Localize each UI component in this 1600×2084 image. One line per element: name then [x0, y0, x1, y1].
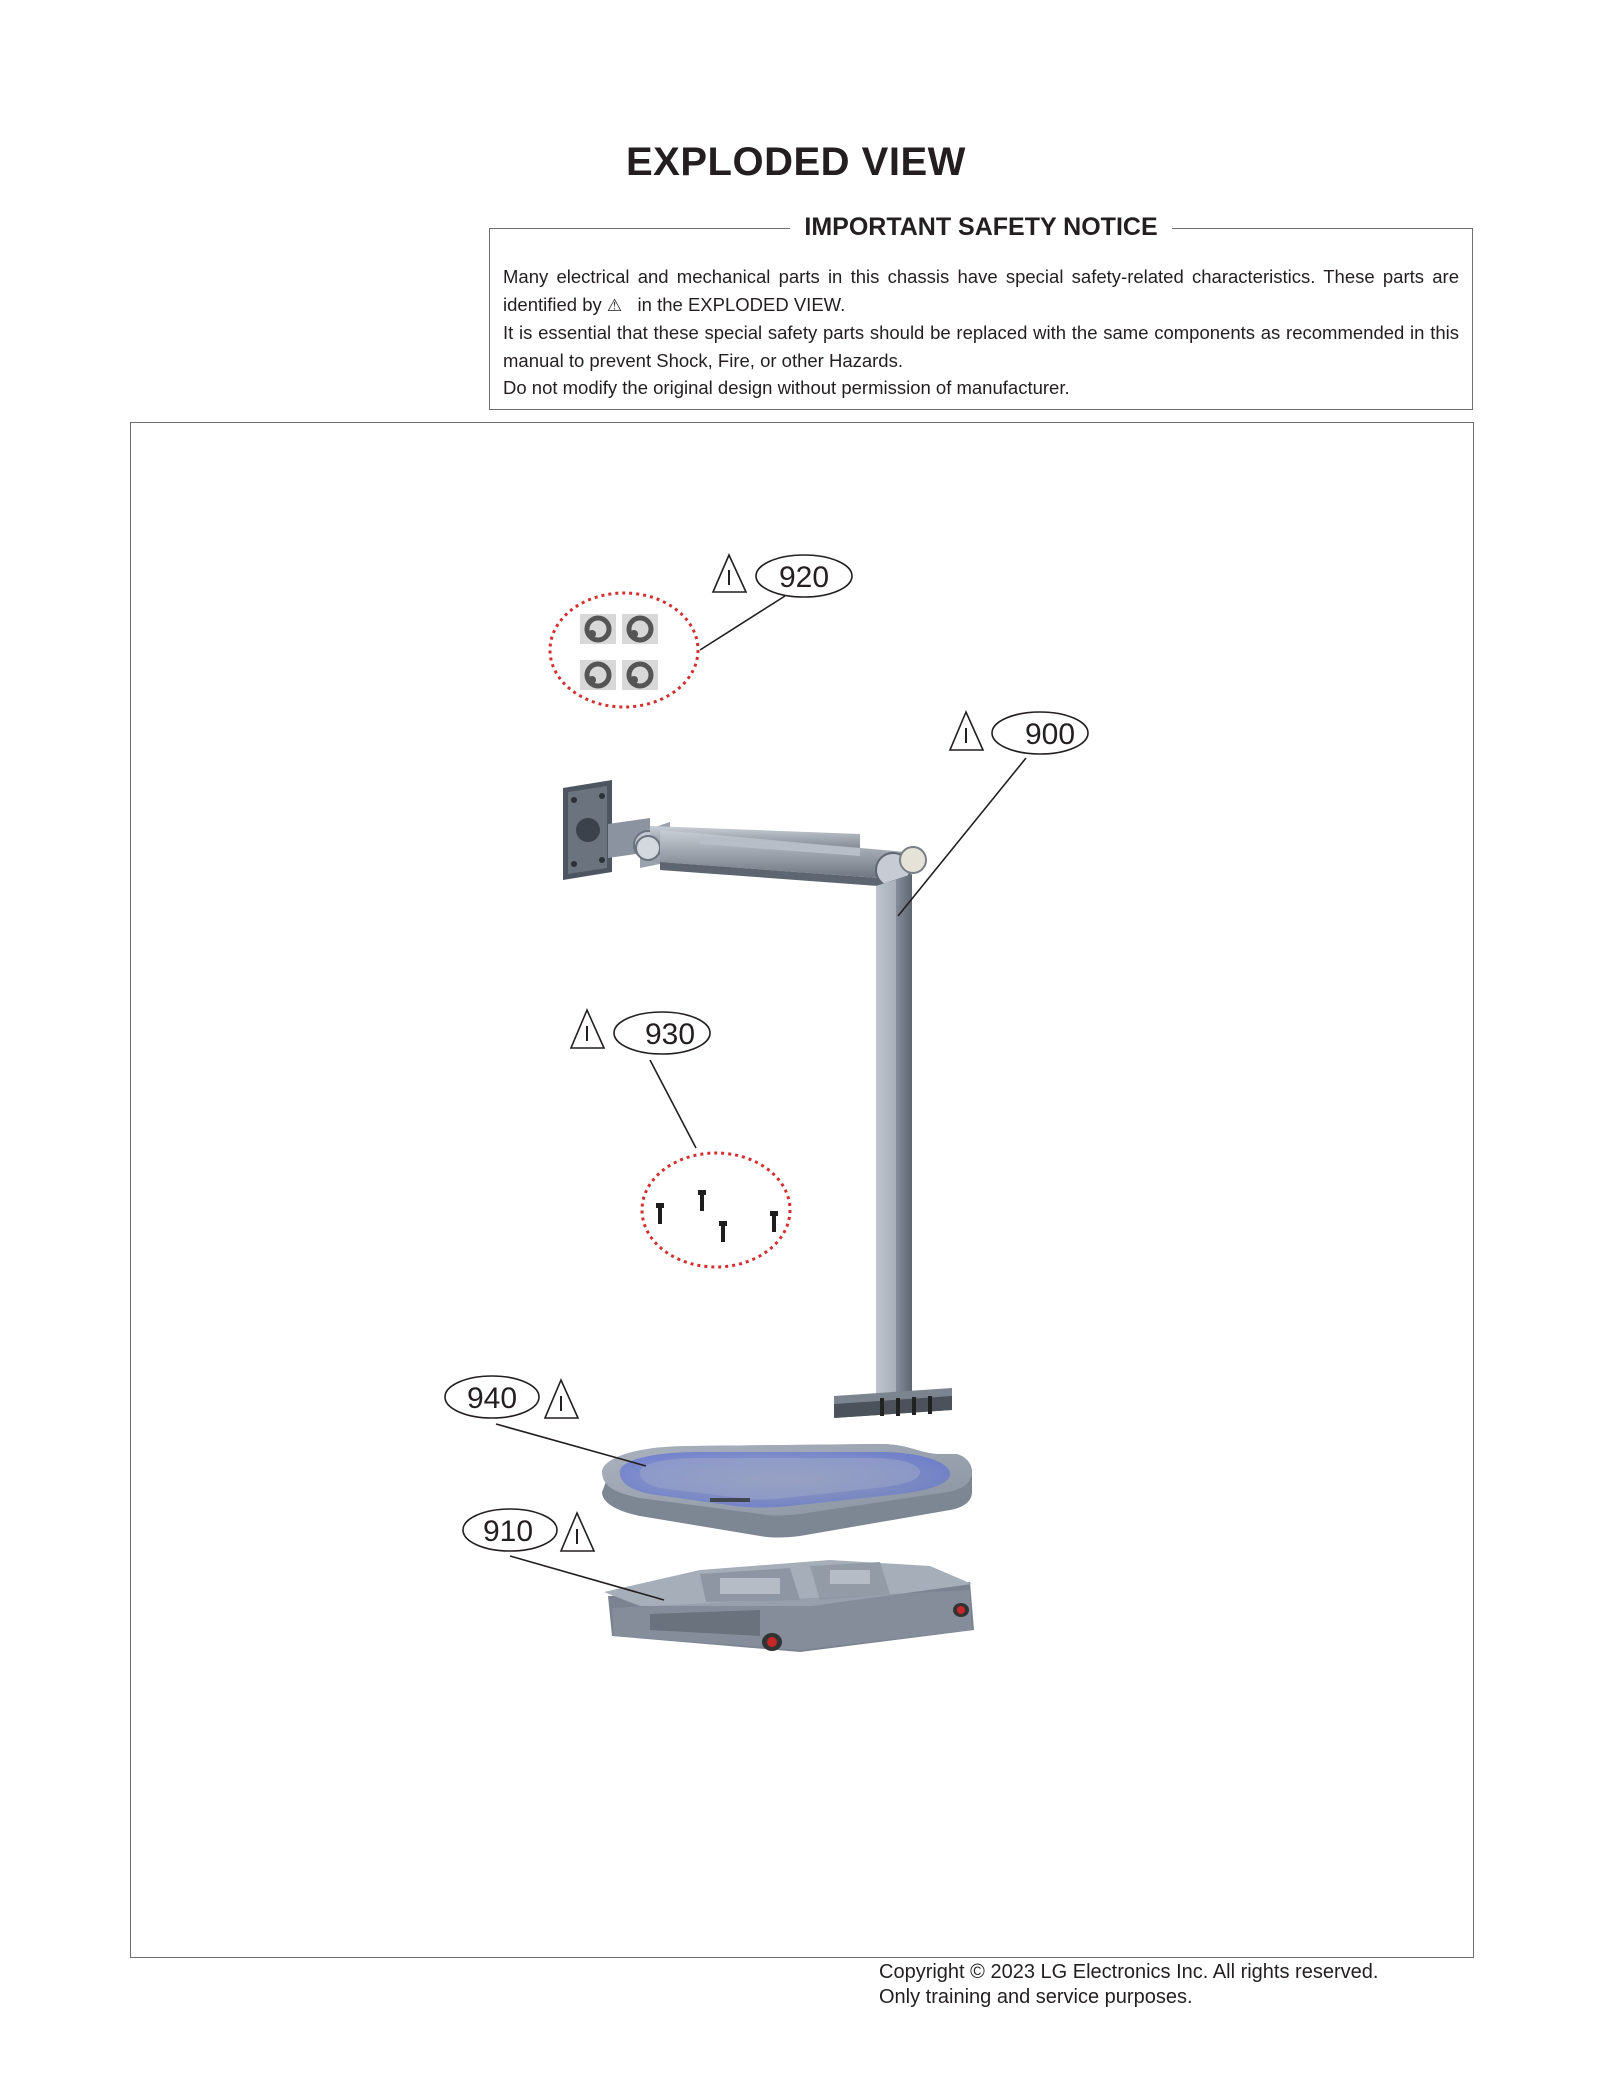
safety-notice-text-1b: in the EXPLODED VIEW. — [637, 293, 846, 315]
leader-line-900 — [898, 758, 1026, 916]
leader-line-930 — [650, 1060, 696, 1148]
safety-notice-para-3: Do not modify the original design without permission of manufacturer. — [503, 377, 1070, 398]
safety-notice-text-1: Many electrical and mechanical parts in this chassis have special safety-related characteristics. These parts are identified by — [503, 266, 1459, 315]
leader-line-910 — [510, 1556, 664, 1600]
part-930-screws — [642, 1153, 790, 1267]
safety-notice-para-2: It is essential that these special safety parts should be replaced with the same components as recommended in this manual to prevent Shock, Fire, or other Hazards. — [503, 322, 1459, 371]
screw-set — [656, 1190, 778, 1242]
callout-label-930: 930 — [644, 1018, 696, 1051]
callout-910 — [463, 1509, 594, 1551]
callout-label-900: 900 — [1024, 718, 1076, 751]
leader-line-920 — [700, 596, 785, 650]
page-title: EXPLODED VIEW — [626, 140, 966, 184]
callout-label-910: 910 — [482, 1515, 534, 1548]
callout-920 — [713, 555, 852, 597]
part-900-stand — [563, 780, 952, 1418]
footer — [879, 1960, 1378, 2010]
usage-text: Only training and service purposes. — [879, 1986, 1193, 2008]
callout-label-940: 940 — [466, 1382, 518, 1415]
safety-notice-heading: IMPORTANT SAFETY NOTICE — [790, 213, 1171, 241]
part-940-base-cover — [602, 1444, 972, 1538]
callout-940 — [445, 1376, 578, 1418]
part-910-base-bottom — [604, 1560, 974, 1652]
highlight-circle-930 — [642, 1153, 790, 1267]
callout-900 — [950, 712, 1088, 754]
spacer-set — [580, 614, 658, 690]
leader-line-940 — [496, 1424, 646, 1466]
copyright-text: Copyright © 2023 LG Electronics Inc. All rights reserved. — [879, 1961, 1379, 1983]
warning-triangle-icon: ⚠ — [606, 295, 623, 315]
part-920-spacers — [550, 593, 698, 707]
callout-label-920: 920 — [778, 561, 830, 594]
callout-930 — [571, 1010, 710, 1054]
